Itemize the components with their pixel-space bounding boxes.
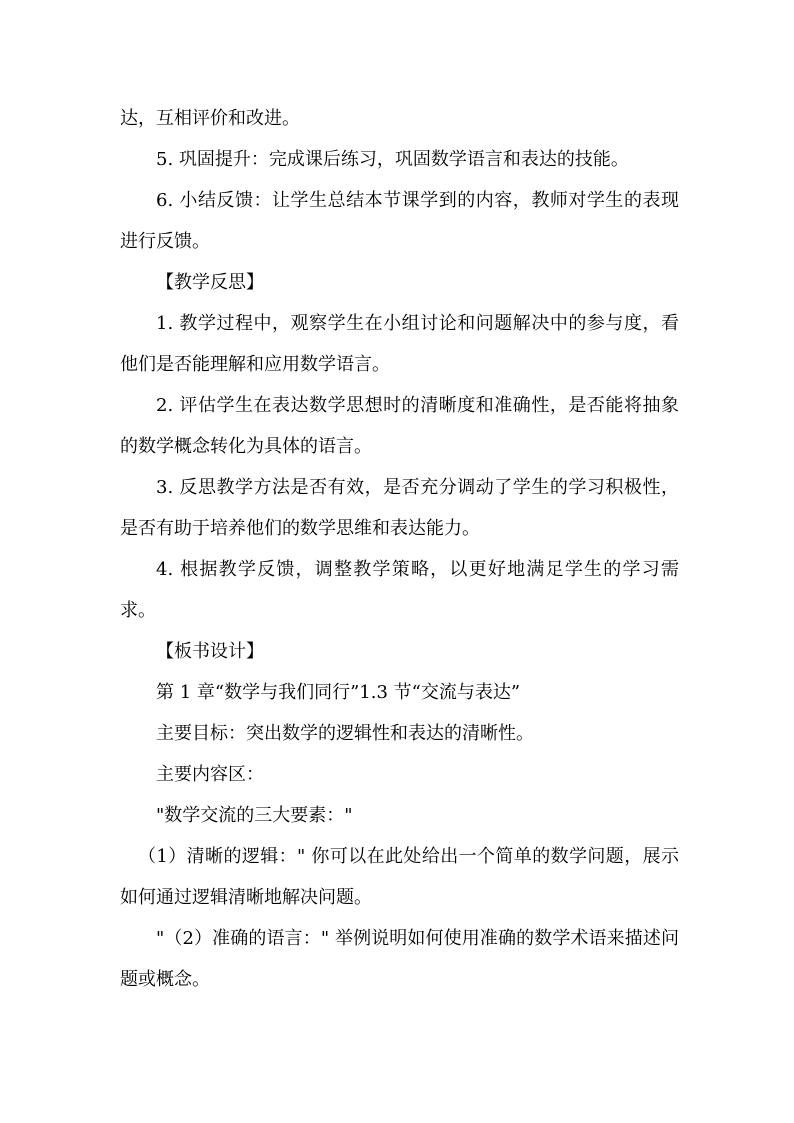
paragraph-reflection-2: 2. 评估学生在表达数学思想时的清晰度和准确性，是否能将抽象的数学概念转化为具体的语言。: [120, 395, 679, 457]
paragraph-reflection-4: 4. 根据教学反馈，调整教学策略，以更好地满足学生的学习需求。: [120, 559, 679, 621]
paragraph-chapter-title: 第 1 章“数学与我们同行”1.3 节“交流与表达”: [156, 682, 521, 703]
section-heading-reflection: 【教学反思】: [156, 272, 264, 293]
paragraph-step-6: 6. 小结反馈：让学生总结本节课学到的内容，教师对学生的表现进行反馈。: [120, 190, 679, 252]
paragraph-element-1: （1）清晰的逻辑：" 你可以在此处给出一个简单的数学问题，展示如何通过逻辑清晰地解决问题。: [120, 846, 679, 908]
paragraph-element-2: "（2）准确的语言：" 举例说明如何使用准确的数学术语来描述问题或概念。: [120, 928, 679, 990]
paragraph-main-content-label: 主要内容区：: [156, 764, 264, 785]
paragraph-main-goal: 主要目标：突出数学的逻辑性和表达的清晰性。: [156, 723, 534, 744]
paragraph-step-5: 5. 巩固提升：完成课后练习，巩固数学语言和表达的技能。: [156, 149, 629, 170]
section-heading-board-design: 【板书设计】: [156, 641, 264, 662]
paragraph-reflection-1: 1. 教学过程中，观察学生在小组讨论和问题解决中的参与度，看他们是否能理解和应用数学语言。: [120, 313, 679, 375]
paragraph-continuation: 达，互相评价和改进。: [120, 108, 300, 129]
paragraph-reflection-3: 3. 反思教学方法是否有效，是否充分调动了学生的学习积极性，是否有助于培养他们的数学思维和表达能力。: [120, 477, 679, 539]
paragraph-three-elements: "数学交流的三大要素：": [156, 805, 353, 826]
